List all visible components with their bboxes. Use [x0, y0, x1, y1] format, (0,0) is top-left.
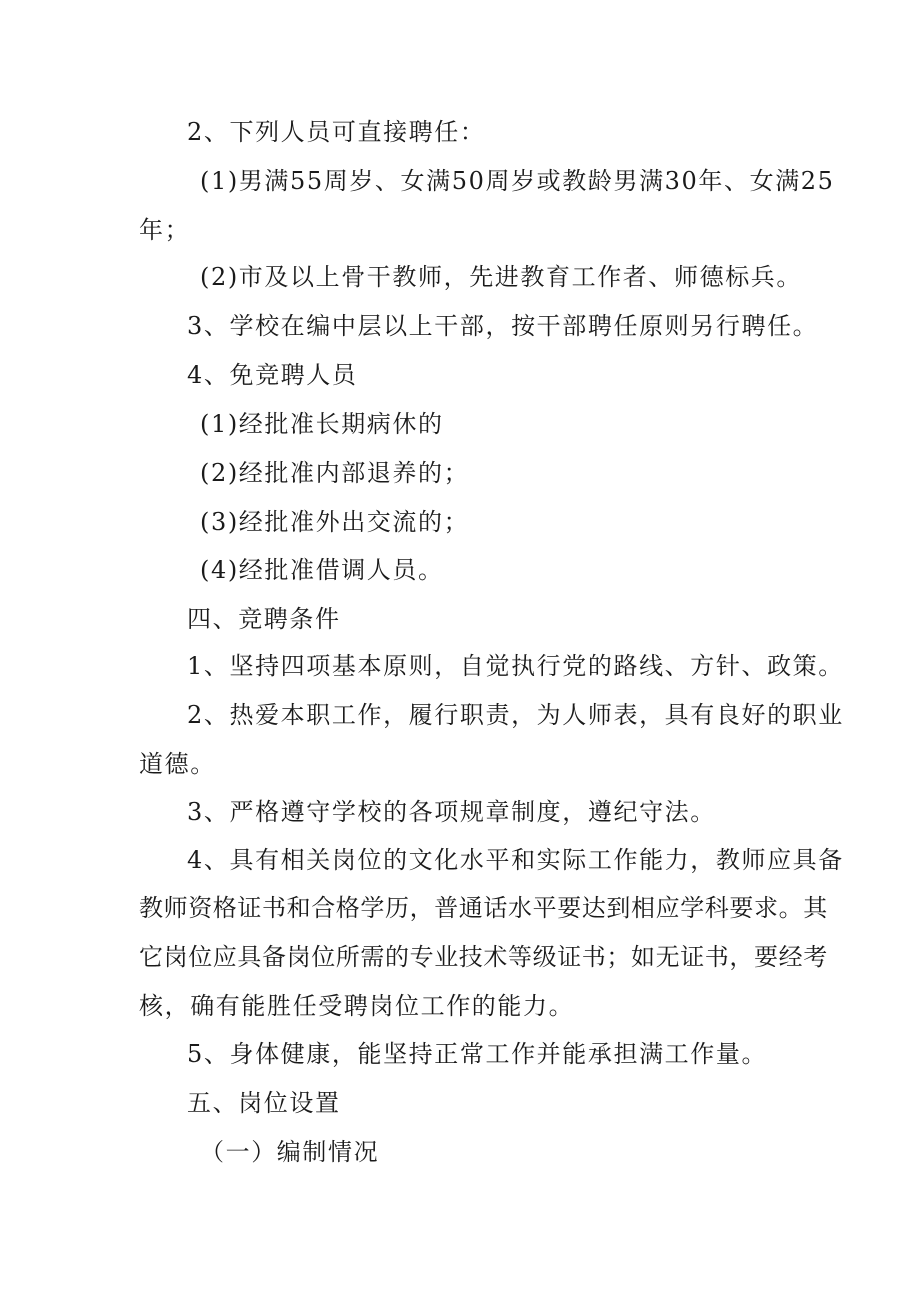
text-line: 5、身体健康，能坚持正常工作并能承担满工作量。	[187, 1040, 768, 1068]
text-line: 年；	[139, 216, 191, 244]
text-line: 4、免竞聘人员	[187, 361, 358, 389]
text-line: (1)男满55周岁、女满50周岁或教龄男满30年、女满25	[200, 167, 835, 195]
text-line: (3)经批准外出交流的；	[200, 508, 470, 536]
text-line: 核，确有能胜任受聘岗位工作的能力。	[139, 992, 575, 1020]
text-line: 1、坚持四项基本原则，自觉执行党的路线、方针、政策。	[187, 652, 844, 680]
section-heading: 五、岗位设置	[187, 1089, 341, 1117]
text-line: 2、热爱本职工作，履行职责，为人师表，具有良好的职业	[187, 701, 844, 729]
text-line: 3、严格遵守学校的各项规章制度，遵纪守法。	[187, 798, 716, 826]
text-line: 4、具有相关岗位的文化水平和实际工作能力，教师应具备	[187, 846, 844, 874]
text-line: (4)经批准借调人员。	[200, 556, 444, 584]
text-line: 教师资格证书和合格学历，普通话水平要达到相应学科要求。其	[139, 894, 828, 922]
text-line: 2、下列人员可直接聘任：	[187, 118, 486, 146]
subsection-heading: （一）编制情况	[200, 1138, 380, 1166]
text-line: (1)经批准长期病休的	[200, 410, 444, 438]
text-line: (2)经批准内部退养的；	[200, 459, 470, 487]
section-heading: 四、竞聘条件	[187, 605, 341, 633]
text-line: 3、学校在编中层以上干部，按干部聘任原则另行聘任。	[187, 312, 819, 340]
text-line: 道德。	[139, 750, 216, 778]
text-line: (2)市及以上骨干教师，先进教育工作者、师德标兵。	[200, 263, 802, 291]
text-line: 它岗位应具备岗位所需的专业技术等级证书；如无证书，要经考	[139, 943, 828, 971]
